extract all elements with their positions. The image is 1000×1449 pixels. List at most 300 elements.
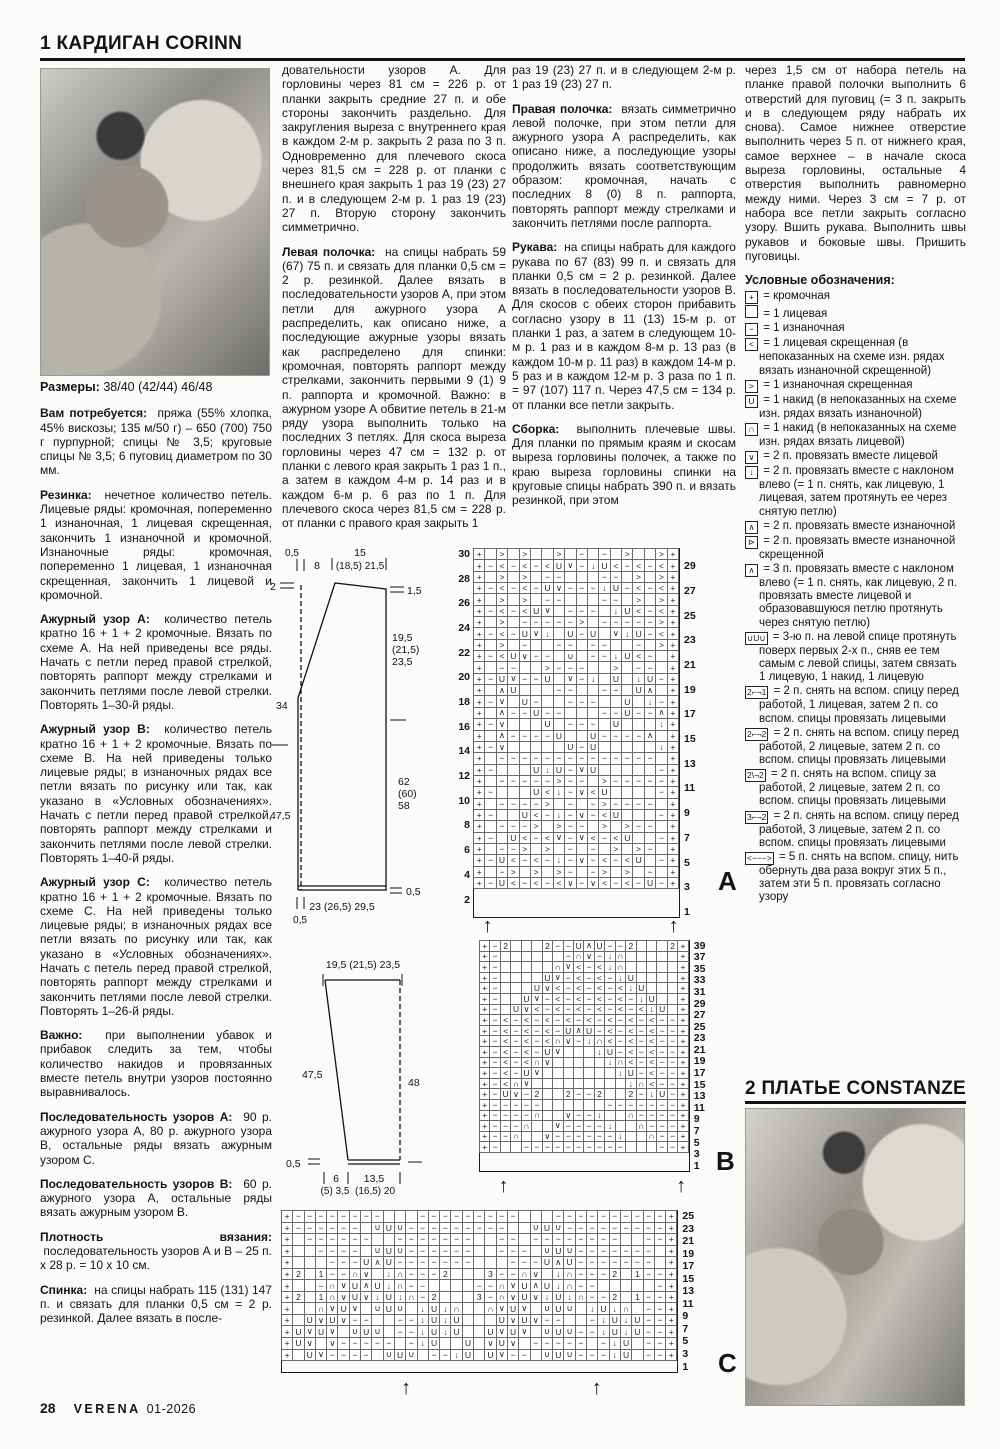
chart-cell: > [507,866,519,878]
chart-cell: ∨ [496,695,508,707]
chart-cell: − [654,1325,666,1338]
chart-cell: ∧ [371,1256,383,1269]
chart-cell: ∩ [394,1268,406,1281]
chart-cell: > [598,820,610,832]
chart-cell: − [563,1131,574,1143]
sizes-label: Размеры: [40,380,100,394]
chart-cell: − [609,1233,621,1246]
chart-cell: < [625,1057,636,1069]
chart-cell: − [655,832,667,844]
chart-row-number [452,1068,479,1080]
chart-cell: ↓ [644,695,656,707]
chart-cell: ↓ [417,1337,429,1350]
chart-cell: U [496,1314,508,1327]
chart-cell: − [541,571,553,583]
chart-cell: − [552,1131,563,1143]
chart-cell: + [677,1099,688,1111]
chart-cell: − [541,752,553,764]
chart-cell: ↓ [417,1325,429,1338]
chart-cell: < [615,993,626,1005]
chart-cell: − [621,798,633,810]
chart-cell: < [552,1004,563,1016]
chart-cell: − [541,1314,553,1327]
paragraph-text: при выполнении убавок и прибавок следить за тем, чтобы количество накидов и провязанных вместе петель внутри узоров постоянно выравнивалось. [40,1028,272,1100]
chart-cell: < [655,559,667,571]
chart-cell: > [530,866,542,878]
chart-cell: + [479,1110,490,1122]
chart-cell: ∨ [530,627,542,639]
chart-cell: U [507,832,519,844]
chart-cell: > [541,843,553,855]
chart-cell: − [655,786,667,798]
paragraph-text: количество петель кратно 16 + 1 + 2 кромочные. Вязать по схеме В. На ней приведены только лицевые ряды; в изнаночных рядах все петли вязать по рисунку или так, как указано в «Условных обозначениях». Начать с петли перед правой стрелкой, повторять раппорт между стрелками и закончить петлями после левой стрелки. Повторять 1–40-й ряды. [40,722,272,865]
chart-cell: − [462,1233,474,1246]
chart-cell: − [576,582,588,594]
chart-cell: + [677,1131,688,1143]
chart-cell: − [655,695,667,707]
chart-cell: − [564,775,576,787]
chart-cell: + [665,1210,677,1223]
chart-cell: − [304,1222,316,1235]
dim-top-15: 15 [354,547,366,559]
chart-cell: + [677,961,688,973]
dim-right-15: 1,5 [407,585,422,597]
legend-item-text: = кромочная [760,290,830,303]
chart-cell: − [507,559,519,571]
chart-cell: − [667,1046,678,1058]
chart-cell: − [510,1110,521,1122]
chart-cell: > [553,866,565,878]
chart-cell: − [394,1256,406,1269]
chart-cell: ∨ [610,627,622,639]
dim-right-05: 0,5 [406,886,421,898]
chart-row-number: 13 [693,1090,706,1103]
chart-cell: ∨ [530,1268,542,1281]
chart-cell: − [610,571,622,583]
chart-cell: ∨ [564,559,576,571]
chart-cell: ∩ [573,951,584,963]
chart-cell: ∩ [405,1291,417,1304]
chart-row-number [448,634,473,646]
chart-cell: − [631,1210,643,1223]
legend-item-text: = 2 п. провязать вместе с наклоном влево (= 1 п. снять, как лицевую, 1 лицевая, затем протянуть ее через снятую петлю) [759,465,954,518]
chart-row-number: 23 [684,634,696,647]
chart-row-number: 18 [458,696,470,709]
chart-row-number: 30 [458,547,470,560]
chart-cell: < [530,809,542,821]
chart-cell: ∩ [326,1291,338,1304]
paragraph-text: на спицы набрать для каждого рукава по 67 (83) 99 п. и связать для планки 0,5 см = 2 р. резинкой. Далее вязать в последовательности узоров В. Для скосов с обеих сторон прибавить согласно узору в 11 (13) 15-м р. от планки 1 раз, а затем в следующем 10-м р. 1 раз и в каждом 8-м р. 13 раз (в каждом 10-м р. 11 раз) в каждом 14-м р. 5 раз и в каждом 12-м р. 3 раза по 1 п. = 97 (107) 117 п. Через 47,5 см = 134 р. от планки все петли закрыть. [512,240,736,412]
chart-cell: U [510,1004,521,1016]
chart-cell: U [530,605,542,617]
symbol-purl-tbl-icon: > [745,380,758,393]
chart-cell: + [667,764,679,776]
chart-cell: − [563,993,574,1005]
dim-right-62b: (60) [398,788,417,800]
chart-cell: − [575,1256,587,1269]
chart-cell: + [473,718,485,730]
paragraph-text: через 1,5 см от набора петель на планке правой полочки выполнить 6 отверстий для пуговиц (= 3 п. закрыть и в следующем ряду набрать их снова). Самое нижнее отверстие выполнить через 5 п. от нижнего края, самое верхнее – в начале скоса выреза горловины, остальные 4 отверстия выполнить равномерно между ними. Через 3 см = 7 р. от набора все петли закрыть согласно узору. Вшить рукава. Выполнить швы рукавов и боковые швы. Пришить пуговицы. [745,63,966,263]
chart-row-number [452,1102,479,1114]
chart-cell: − [631,1256,643,1269]
chart-cell: − [521,1099,532,1111]
chart-cell: − [643,1337,655,1350]
chart-cell: ↓ [625,982,636,994]
chart-cell: + [667,571,679,583]
chart-cell: + [677,1014,688,1026]
chart-cell: + [665,1349,677,1362]
chart-row-number [448,832,473,844]
chart-cell: + [479,1014,490,1026]
chart-row-number: 25 [684,609,696,622]
chart-cell: − [564,695,576,707]
chart-cell: ∨ [496,718,508,730]
chart-cell: ∨ [521,1004,532,1016]
chart-cell: − [610,707,622,719]
chart-cell: < [500,1035,511,1047]
chart-cell: − [598,593,610,605]
chart-cell: ∩ [326,1279,338,1292]
chart-cell: − [417,1233,429,1246]
chart-cell: − [621,730,633,742]
chart-cell: U [349,1291,361,1304]
chart-cell: + [667,854,679,866]
chart-cell: − [489,1141,500,1153]
chart-cell: − [541,650,553,662]
chart-cell: − [563,1141,574,1153]
chart-cell: − [484,605,496,617]
chart-cell: − [583,993,594,1005]
chart-cell: − [587,650,599,662]
chart-cell: ∩ [531,1110,542,1122]
chart-cell: < [632,559,644,571]
chart-cell: ∩ [510,1131,521,1143]
chart-cell: < [594,961,605,973]
chart-cell: + [667,707,679,719]
chart-row-number: 16 [458,720,470,733]
chart-cell: > [632,593,644,605]
chart-cell: U [541,1279,553,1292]
chart-cell: ∩ [394,1279,406,1292]
chart-cell: − [594,951,605,963]
chart-cell: − [553,639,565,651]
chart-cell: − [530,650,542,662]
chart-cell: − [667,1099,678,1111]
chart-cell: − [521,1141,532,1153]
chart-cell: 1 [631,1291,643,1304]
chart-cell: ∨ [542,1057,553,1069]
chart-cell: − [484,741,496,753]
chart-cell: − [542,1141,553,1153]
chart-cell: 2 [500,940,511,952]
legend-item-text: = 1 накид (в непоказанных на схеме изн. рядах вязать лицевой) [759,421,957,448]
chart-cell: − [576,661,588,673]
chart-cell: − [656,1078,667,1090]
chart-cell: − [656,1120,667,1132]
chart-cell: ∪ [541,1325,553,1338]
chart-cell: − [489,1004,500,1016]
chart-cell: ∪ [371,1302,383,1315]
chart-cell: U [573,940,584,952]
chart-cell: ∨ [518,1302,530,1315]
chart-row-number [452,1126,479,1138]
chart-cell: − [326,1222,338,1235]
chart-cell: + [473,798,485,810]
chart-cell: < [521,1035,532,1047]
chart-cell: − [643,1256,655,1269]
chart-cell: ∨ [530,1291,542,1304]
chart-row-number [448,585,473,597]
legend-item [745,810,966,850]
chart-cell: ↓ [553,786,565,798]
chart-cell: ↓ [597,1325,609,1338]
chart-row-number [452,1056,479,1068]
chart-cell: − [553,616,565,628]
chart-cell: ∩ [484,1302,496,1315]
legend-item [745,290,966,304]
chart-cell: + [677,1046,688,1058]
chart-cell: < [587,832,599,844]
chart-cell: − [507,775,519,787]
chart-cell: ∩ [615,1057,626,1069]
chart-cell: − [349,1222,361,1235]
sizes-value: 38/40 (42/44) 46/48 [103,380,213,394]
chart-cell: > [632,843,644,855]
chart-cell: − [597,1245,609,1258]
chart-cell: − [510,1014,521,1026]
chart-cell: + [667,809,679,821]
chart-cell: < [625,1035,636,1047]
chart-cell: − [587,718,599,730]
chart-cell: − [484,877,496,889]
chart-cell: < [615,982,626,994]
chart-row-number: 3 [693,1148,700,1161]
chart-cell: − [573,1131,584,1143]
chart-cell: < [530,854,542,866]
chart-cell: − [563,1004,574,1016]
chart-cell: − [598,639,610,651]
chart-cell: + [479,982,490,994]
chart-cell: ∨ [563,1035,574,1047]
chart-row-number: 17 [682,1260,695,1273]
chart-cell: − [654,1291,666,1304]
chart-cell: − [326,1349,338,1362]
chart-cell: − [564,786,576,798]
chart-cell: − [576,752,588,764]
chart-cell: ∨ [326,1302,338,1315]
chart-cell: ∨ [542,1131,553,1143]
chart-row-number [448,659,473,671]
chart-cell: ↓ [604,1120,615,1132]
chart-cell: − [564,809,576,821]
chart-cell: U [594,940,605,952]
chart-cell: − [632,661,644,673]
chart-cell: − [552,1314,564,1327]
chart-cell: − [417,1210,429,1223]
chart-cell: U [656,1004,667,1016]
chart-cell: + [479,1057,490,1069]
chart-cell: − [636,1067,647,1079]
paragraph [745,63,966,263]
chart-cell: − [489,1067,500,1079]
chart-cell: + [665,1337,677,1350]
repeat-arrow-icon: ↑ [498,1175,509,1197]
chart-cell: − [530,798,542,810]
chart-cell: − [553,752,565,764]
chart-cell: ∩ [450,1302,462,1315]
chart-cell: − [489,972,500,984]
chart-cell: − [417,1256,429,1269]
chart-cell: − [597,1349,609,1362]
chart-cell: ∧ [573,1025,584,1037]
chart-cell: − [604,972,615,984]
chart-cell: ∪ [383,1349,395,1362]
chart-cell: ∪ [563,1349,575,1362]
chart-cell: ∩ [518,1268,530,1281]
chart-cell: 1 [631,1268,643,1281]
chart-cell: ∩ [615,961,626,973]
chart-cell: − [586,1325,598,1338]
chart-row-number [452,1079,479,1091]
chart-cell: − [597,1222,609,1235]
chart-row-number [680,795,708,807]
chart-cell: − [604,993,615,1005]
chart-cell: U [507,1325,519,1338]
chart-cell: 1 [315,1291,327,1304]
chart-cell: ∨ [564,673,576,685]
symbol-selvedge-icon: + [745,291,758,304]
chart-cell: + [677,1025,688,1037]
dim-top-185: (18,5) 21,5 [335,561,385,572]
chart-cell: − [564,764,576,776]
chart-cell: − [636,1099,647,1111]
chart-cell: − [620,1256,632,1269]
article-2-rule [745,1101,966,1104]
chart-cell: ∩ [531,1057,542,1069]
chart-cell: ↓ [594,1046,605,1058]
chart-cell: − [564,684,576,696]
chart-cell: + [281,1314,293,1327]
chart-row-number: 37 [693,951,706,964]
paragraph-text: раз 19 (23) 27 п. и в следующем 2-м р. 1 раз 19 (23) 27 п. [512,63,736,92]
chart-cell: < [500,1025,511,1037]
chart-cell: − [531,1025,542,1037]
dim-bottom-23: 23 (26,5) 29,5 [309,901,375,913]
chart-cell: − [576,718,588,730]
paragraph [40,1177,272,1220]
chart-cell: − [405,1256,417,1269]
chart-cell: − [439,1256,451,1269]
chart-cell: − [667,1078,678,1090]
chart-cell: − [473,1222,485,1235]
chart-cell: + [667,877,679,889]
chart-cell: ∨ [507,673,519,685]
chart-row-number: 11 [682,1297,694,1310]
chart-cell: ∨ [496,1302,508,1315]
chart-cell: − [610,752,622,764]
chart-cell: − [656,1025,667,1037]
chart-cell: + [677,1088,688,1100]
chart-row-number: 1 [682,1360,689,1373]
chart-cell: − [636,1057,647,1069]
chart-cell: − [587,843,599,855]
chart-cell: − [655,775,667,787]
chart-cell: − [489,1078,500,1090]
chart-cell: ∨ [360,1291,372,1304]
chart-cell: − [541,854,553,866]
chart-cell: + [473,650,485,662]
chart-cell: − [337,1210,349,1223]
chart-cell: − [428,1349,440,1362]
chart-cell: − [530,673,542,685]
chart-cell: U [610,582,622,594]
chart-cell: − [531,1099,542,1111]
sleeve-schematic [278,948,448,1198]
paragraph [40,406,272,477]
chart-row-number: 5 [682,1335,689,1348]
chart-cell: U [304,1349,316,1362]
chart-cell: < [496,650,508,662]
chart-cell: − [667,1067,678,1079]
chart-cell: − [507,1349,519,1362]
chart-cell: − [656,1035,667,1047]
chart-cell: − [644,798,656,810]
chart-cell: − [484,854,496,866]
chart-cell: U [428,1325,440,1338]
chart-cell: < [594,993,605,1005]
chart-cell: − [609,1210,621,1223]
chart-cell: ↓ [371,1291,383,1304]
legend-item [745,322,966,336]
chart-cell: − [496,661,508,673]
chart-row-number [448,610,473,622]
chart-cell: − [576,695,588,707]
chart-cell: U [542,972,553,984]
paragraph-text: довательности узоров А. Для горловины через 81 см = 226 р. от планки закрыть средние 27 п. и обе стороны закончить раздельно. Для закругления выреза с внутреннего края в каждом 2-м р. закрыть 2 раза по 3 п. Одновременно для плечевого скоса через 81,5 см = 228 р. от планки с внешнего края закрыть 1 раз 19 (23) 27 п. и в следующем 2-м р. 1 раз 19 (23) 27 п. Вторую сторону закончить симметрично. [282,63,506,235]
chart-cell: U [552,1325,564,1338]
chart-cell: + [479,1099,490,1111]
chart-cell: U [621,695,633,707]
legend-item-text: = 1 изнаночная скрещенная [760,378,913,391]
chart-cell: + [473,661,485,673]
chart-cell: < [583,1014,594,1026]
chart-cell: ↓ [597,1314,609,1327]
chart-cell: − [473,1279,485,1292]
chart-row-number: 7 [684,831,690,844]
chart-cell: < [646,1078,657,1090]
chart-cell: < [587,786,599,798]
chart-row-number: 39 [693,939,706,952]
chart-cell: − [552,1210,564,1223]
chart-cell: ∩ [636,1120,647,1132]
chart-cell: ∪ [541,1245,553,1258]
chart-cell: − [484,1291,496,1304]
chart-cell: U [632,684,644,696]
chart-cell: − [573,1141,584,1153]
chart-row-number [452,1021,479,1033]
chart-cell: − [563,1222,575,1235]
chart-cell: 2 [542,940,553,952]
chart-cell: − [615,1141,626,1153]
chart-cell: ↓ [632,673,644,685]
chart-cell: − [484,559,496,571]
chart-cell: < [604,1035,615,1047]
chart-cell: < [496,627,508,639]
chart-row-number [448,560,473,572]
chart-cell: − [576,627,588,639]
chart-cell: − [631,1245,643,1258]
chart-cell: − [507,661,519,673]
